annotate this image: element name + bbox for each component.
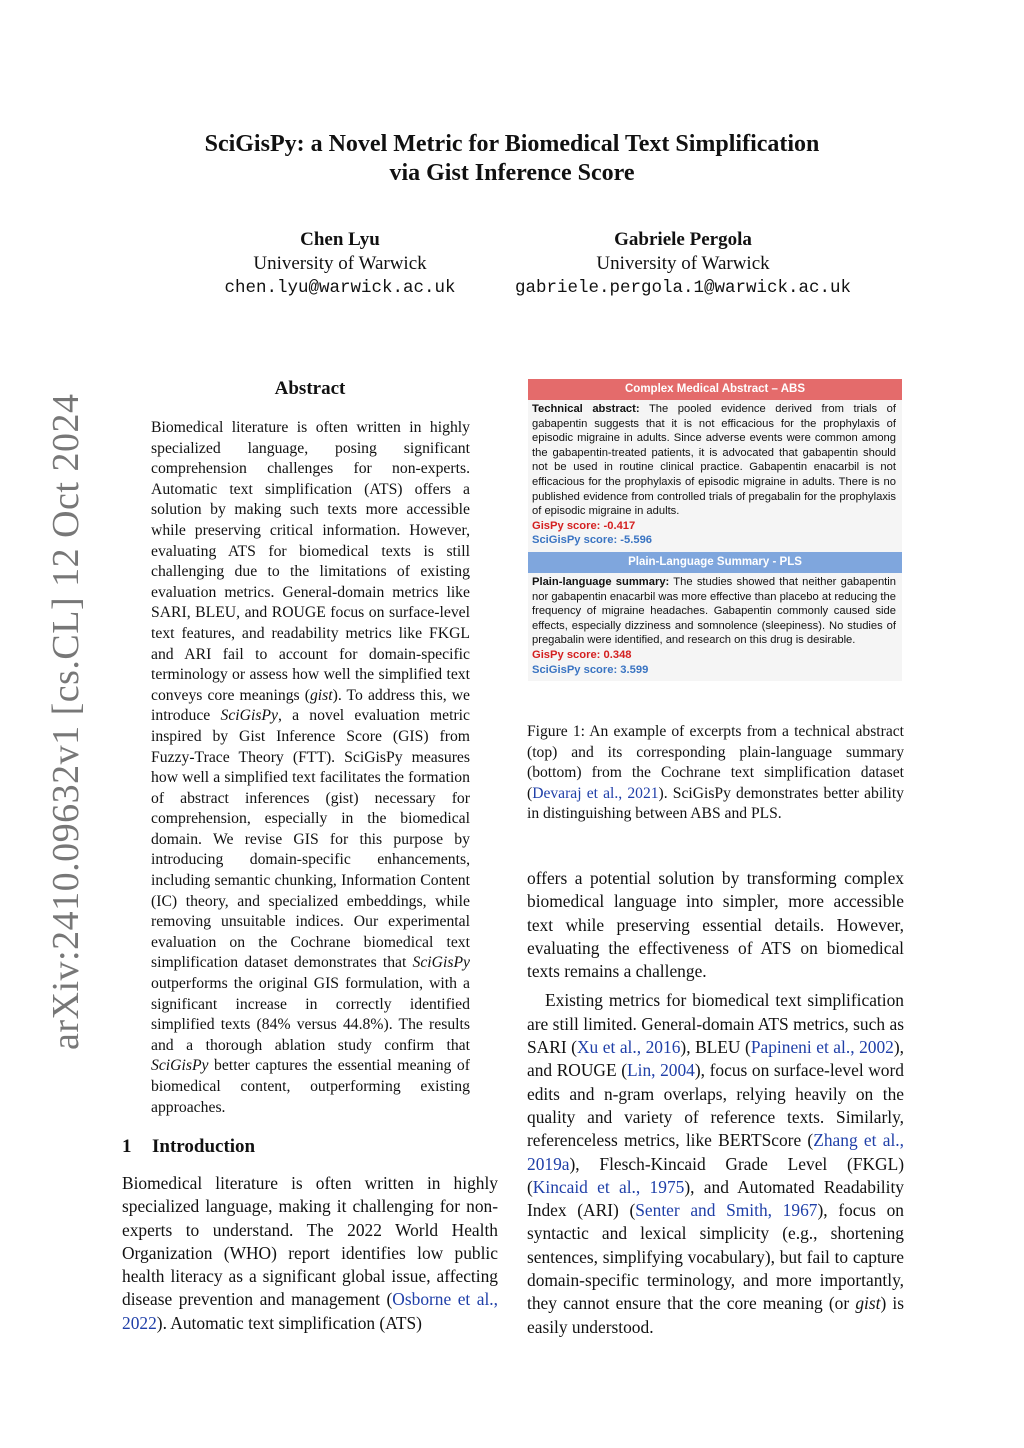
text-segment: ), focus on surface-level word edits and n-gram overlaps, relying heavily on the quality and variety of reference texts. Similarly, referenceless metrics, like BERTScore ( — [527, 1060, 904, 1151]
intro-segment: Biomedical literature is often written in highly specialized language, making it challenging for non-experts to understand. The 2022 World Health Organization (WHO) report identifies low public health literacy as a significant global issue, affecting disease prevention and management ( — [122, 1173, 498, 1310]
text-segment: Existing metrics for biomedical text simplification are still limited. General-domain ATS metrics, such as SARI ( — [527, 990, 904, 1058]
caption-segment: ). SciGisPy demonstrates better ability in distinguishing between ABS and PLS. — [527, 784, 904, 823]
arxiv-identifier: arXiv:2410.09632v1 [cs.CL] 12 Oct 2024 — [45, 393, 87, 1050]
text-segment: ), and Automated Readability Index (ARI) ( — [527, 1176, 904, 1221]
figure-caption — [527, 722, 904, 825]
figure-1 — [528, 379, 902, 681]
citation-link[interactable]: Papineni et al., 2002 — [750, 1037, 894, 1058]
abstract-scigispy-term: SciGisPy — [412, 954, 470, 972]
abstract-text — [151, 418, 470, 1118]
abs-header-band: Complex Medical Abstract – ABS — [528, 379, 902, 400]
section-number: 1 — [122, 1136, 132, 1157]
author-name: Chen Lyu — [300, 229, 380, 250]
abstract-scigispy-term: SciGisPy — [220, 707, 278, 725]
pls-scigispy-score: SciGisPy score: 3.599 — [532, 663, 649, 676]
intro-segment: ). Automatic text simplification (ATS) — [156, 1312, 422, 1333]
author-email[interactable]: gabriele.pergola.1@warwick.ac.uk — [514, 278, 852, 298]
abs-label: Technical abstract: — [532, 403, 640, 415]
pls-text: The studies showed that neither gabapentin nor gabapentin enacarbil was more effective than placebo at reducing the frequency of migraine headaches. Gabapentin commonly caused side effects, especially dizziness and somnolence (sleepiness). No studies of pregabalin were identified, and research on this drug is desirable. — [532, 575, 896, 647]
citation-link[interactable]: Senter and Smith, 1967 — [635, 1200, 818, 1221]
section-heading-introduction — [122, 1136, 255, 1158]
abstract-segment: better captures the essential meaning of biomedical content, outperforming existing approaches. — [151, 1057, 470, 1116]
abstract-segment: outperforms the original GIS formulation, with a significant increase in correctly identified simplified texts (84% versus 44.8%). The results and a thorough ablation study confirm that — [151, 975, 470, 1054]
text-segment: ), focus on syntactic and lexical simplicity (e.g., shortening sentences, simplifying vocabulary), but fail to capture domain-specific terminology, and more importantly, they cannot ensure that the core meaning (or — [527, 1200, 904, 1314]
author-block-2 — [500, 228, 866, 300]
citation-link[interactable]: Lin, 2004 — [627, 1060, 695, 1081]
author-email[interactable]: chen.lyu@warwick.ac.uk — [224, 278, 456, 298]
title-line-1: SciGisPy: a Novel Metric for Biomedical Text Simplification — [204, 131, 820, 157]
abs-scigispy-score: SciGisPy score: -5.596 — [532, 534, 653, 547]
citation-link[interactable]: Devaraj et al., 2021 — [532, 784, 659, 802]
citation-link[interactable]: Xu et al., 2016 — [576, 1037, 681, 1058]
section-title: Introduction — [152, 1136, 256, 1157]
introduction-text — [122, 1172, 498, 1335]
abs-text: The pooled evidence derived from trials of gabapentin suggests that it is not efficacious for the prophylaxis of episodic migraine in adults. Since adverse events were common among the gabapentin-treated patients, it is advocated that gabapentin should not be used in routine clinical practice. Gabapentin enacarbil is not efficacious for the prophylaxis of episodic migraine in adults. There is no published evidence from controlled trials of pregabalin for the prophylaxis of episodic migraine in adults. — [532, 403, 896, 518]
text-segment: ) is easily understood. — [527, 1293, 904, 1337]
paper-title — [150, 130, 874, 188]
abstract-scigispy-term: SciGisPy — [151, 1057, 209, 1075]
caption-segment: Figure 1: An example of excerpts from a technical abstract (top) and its corresponding plain-language summary (bottom) from the Cochrane text simplification dataset ( — [527, 723, 904, 802]
author-block-1 — [190, 228, 490, 300]
citation-link[interactable]: Osborne et al., 2022 — [122, 1289, 498, 1333]
paragraph — [527, 989, 904, 1338]
citation-link[interactable]: Zhang et al., 2019a — [527, 1130, 904, 1174]
abs-content — [528, 400, 902, 552]
pls-content — [528, 573, 902, 681]
author-affiliation: University of Warwick — [596, 253, 770, 274]
author-name: Gabriele Pergola — [614, 229, 752, 250]
abstract-heading: Abstract — [274, 378, 346, 399]
gist-term: gist — [855, 1293, 881, 1314]
abstract-segment: , a novel evaluation metric inspired by Gist Inference Score (GIS) from Fuzzy-Trace Theory (FTT). SciGisPy measures how well a simplified text facilitates the formation of abstract inferences (gist) necessary for comprehension, especially in the biomedical domain. We revise GIS for this purpose by introducing domain-specific enhancements, including semantic chunking, Information Content (IC) theory, and specialized embeddings, while removing unsuitable indices. Our experimental evaluation on the Cochrane biomedical text simplification dataset demonstrates that — [151, 707, 470, 972]
abstract-segment: ). To address this, we introduce — [151, 686, 471, 725]
pls-label: Plain-language summary: — [532, 575, 670, 588]
right-column-text — [527, 867, 904, 1339]
pls-gispy-score: GisPy score: 0.348 — [532, 648, 632, 661]
paragraph: offers a potential solution by transforming complex biomedical language into simpler, more accessible text while preserving essential details. However, evaluating the effectiveness of ATS on biomedical texts remains a challenge. — [527, 868, 904, 982]
abstract-segment: Biomedical literature is often written in highly specialized language, posing significant comprehension challenges for non-experts. Automatic text simplification (ATS) offers a solution by making such texts more accessible while preserving critical information. However, evaluating ATS for biomedical texts is still challenging due to the limitations of existing evaluation metrics. General-domain metrics like SARI, BLEU, and ROUGE focus on surface-level text features, and readability metrics like FKGL and ARI fail to account for domain-specific terminology or assess how well the simplified text conveys core meanings ( — [151, 419, 470, 704]
abstract-gist-term: gist — [309, 686, 333, 704]
text-segment: ), Flesch-Kincaid Grade Level (FKGL) ( — [527, 1153, 904, 1197]
text-segment: ), and ROUGE ( — [527, 1037, 905, 1081]
text-segment: ), BLEU ( — [680, 1037, 751, 1058]
pls-header-band: Plain-Language Summary - PLS — [528, 552, 902, 573]
title-line-2: via Gist Inference Score — [389, 160, 635, 186]
author-affiliation: University of Warwick — [253, 253, 427, 274]
citation-link[interactable]: Kincaid et al., 1975 — [532, 1176, 685, 1197]
abs-gispy-score: GisPy score: -0.417 — [532, 519, 636, 532]
